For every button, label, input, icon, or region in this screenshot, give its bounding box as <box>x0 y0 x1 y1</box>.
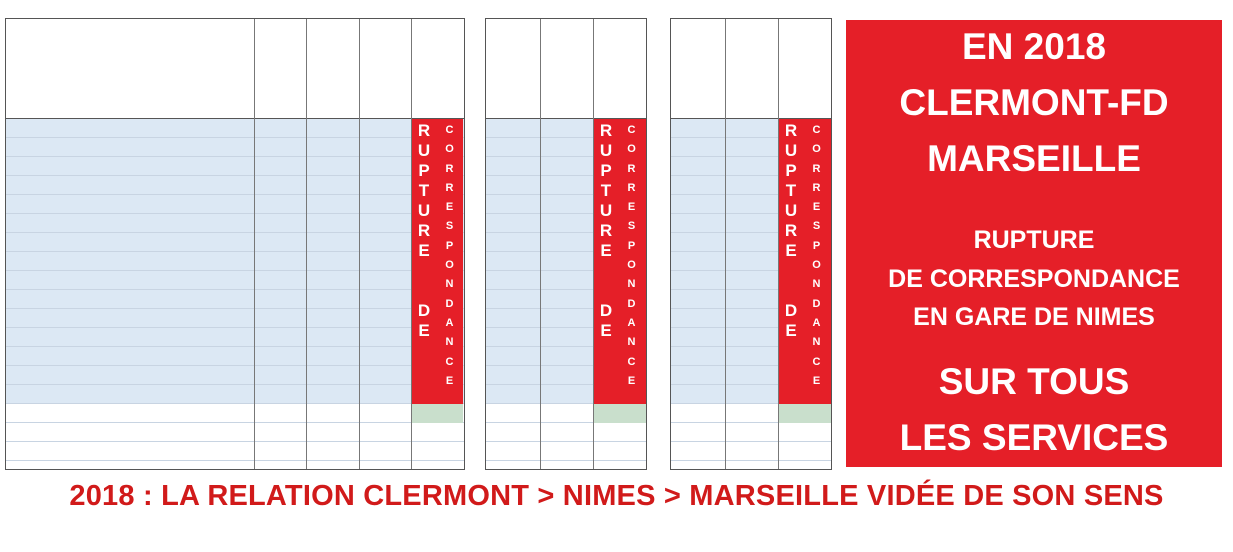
banner-line-5: DE CORRESPONDANCE <box>888 265 1180 293</box>
timetable-1 <box>5 18 465 470</box>
footer-caption: 2018 : LA RELATION CLERMONT > NIMES > MARSEILLE VIDÉE DE SON SENS <box>69 480 1164 512</box>
correspondance-letters <box>436 121 463 391</box>
letter: E <box>812 374 821 387</box>
timetable-2 <box>485 18 647 470</box>
letter: P <box>445 239 454 252</box>
letter: P <box>785 161 797 180</box>
letter: D <box>784 301 798 320</box>
letter: O <box>627 143 636 156</box>
timetable-3 <box>670 18 832 470</box>
letter: C <box>445 124 454 136</box>
letter: E <box>785 321 797 340</box>
table-row <box>671 423 831 442</box>
letter: R <box>784 221 798 240</box>
table-row <box>6 423 464 442</box>
banner-line-2: CLERMONT-FD <box>899 82 1169 123</box>
letter: T <box>418 181 430 200</box>
letter: U <box>417 141 431 160</box>
table-row <box>6 309 464 328</box>
letter: R <box>812 162 821 175</box>
letter: T <box>600 181 612 200</box>
banner-line-7: SUR TOUS <box>938 361 1130 402</box>
letter: N <box>627 336 636 349</box>
highlight-cell <box>412 404 463 423</box>
letter: D <box>812 297 821 310</box>
table-row <box>6 366 464 385</box>
info-banner <box>846 20 1222 467</box>
table-row <box>486 423 646 442</box>
highlight-cell <box>779 404 831 423</box>
letter: U <box>599 141 613 160</box>
table-row <box>6 347 464 366</box>
table-row <box>486 442 646 461</box>
letter: C <box>812 355 821 368</box>
column-divider <box>306 19 307 469</box>
letter: S <box>812 220 821 233</box>
letter: N <box>445 278 454 291</box>
banner-line-8: LES SERVICES <box>899 417 1169 458</box>
letter: C <box>445 355 454 368</box>
letter: A <box>445 316 454 329</box>
header-divider <box>6 118 464 119</box>
table-row <box>6 138 464 157</box>
letter: P <box>600 161 612 180</box>
banner-line-4: RUPTURE <box>973 226 1095 254</box>
letter: O <box>812 259 821 272</box>
letter: P <box>812 239 821 252</box>
letter: N <box>812 278 821 291</box>
highlight-cell <box>594 404 646 423</box>
rupture-letters <box>594 121 618 341</box>
letter: E <box>418 321 430 340</box>
table-row <box>6 157 464 176</box>
letter: A <box>627 316 636 329</box>
letter: U <box>784 201 798 220</box>
letter: P <box>627 239 636 252</box>
letter: N <box>445 336 454 349</box>
letter: R <box>627 181 636 194</box>
letter: O <box>445 143 454 156</box>
letter: P <box>418 161 430 180</box>
table-row <box>6 271 464 290</box>
table-row <box>6 195 464 214</box>
letter: R <box>627 162 636 175</box>
table-row <box>671 442 831 461</box>
letter: U <box>784 141 798 160</box>
letter: S <box>627 220 636 233</box>
correspondance-letters <box>803 121 830 391</box>
letter: S <box>445 220 454 233</box>
table-row <box>6 176 464 195</box>
table-row <box>6 290 464 309</box>
letter: C <box>627 124 636 136</box>
letter: C <box>627 355 636 368</box>
letter: E <box>812 201 821 214</box>
banner-line-6: EN GARE DE NIMES <box>913 303 1155 331</box>
rupture-letters <box>412 121 436 341</box>
column-divider <box>254 19 255 469</box>
letter: R <box>417 121 431 140</box>
table-row <box>6 233 464 252</box>
letter: E <box>627 374 636 387</box>
column-divider <box>540 19 541 469</box>
letter: E <box>785 241 797 260</box>
letter: O <box>445 259 454 272</box>
table-row <box>6 328 464 347</box>
letter: D <box>599 301 613 320</box>
letter: N <box>627 278 636 291</box>
letter: R <box>599 121 613 140</box>
letter: U <box>417 201 431 220</box>
rupture-letters <box>779 121 803 341</box>
letter: D <box>417 301 431 320</box>
table-row <box>6 404 464 423</box>
letter: E <box>418 241 430 260</box>
letter: R <box>784 121 798 140</box>
table-row <box>6 442 464 461</box>
table-row <box>6 252 464 271</box>
letter: D <box>445 297 454 310</box>
letter: R <box>445 162 454 175</box>
letter: E <box>445 201 454 214</box>
column-divider <box>725 19 726 469</box>
banner-line-1: EN 2018 <box>962 26 1106 67</box>
letter: R <box>599 221 613 240</box>
letter: E <box>627 201 636 214</box>
banner-line-3: MARSEILLE <box>927 138 1141 179</box>
letter: A <box>812 316 821 329</box>
letter: E <box>445 374 454 387</box>
letter: R <box>812 181 821 194</box>
letter: R <box>445 181 454 194</box>
letter: T <box>785 181 797 200</box>
letter: O <box>627 259 636 272</box>
letter: R <box>417 221 431 240</box>
table-row <box>6 214 464 233</box>
correspondance-letters <box>618 121 645 391</box>
letter: D <box>627 297 636 310</box>
letter: E <box>600 321 612 340</box>
table-row <box>6 119 464 138</box>
letter: E <box>600 241 612 260</box>
letter: C <box>812 124 821 136</box>
table-row <box>6 385 464 404</box>
letter: O <box>812 143 821 156</box>
column-divider <box>359 19 360 469</box>
letter: N <box>812 336 821 349</box>
letter: U <box>599 201 613 220</box>
